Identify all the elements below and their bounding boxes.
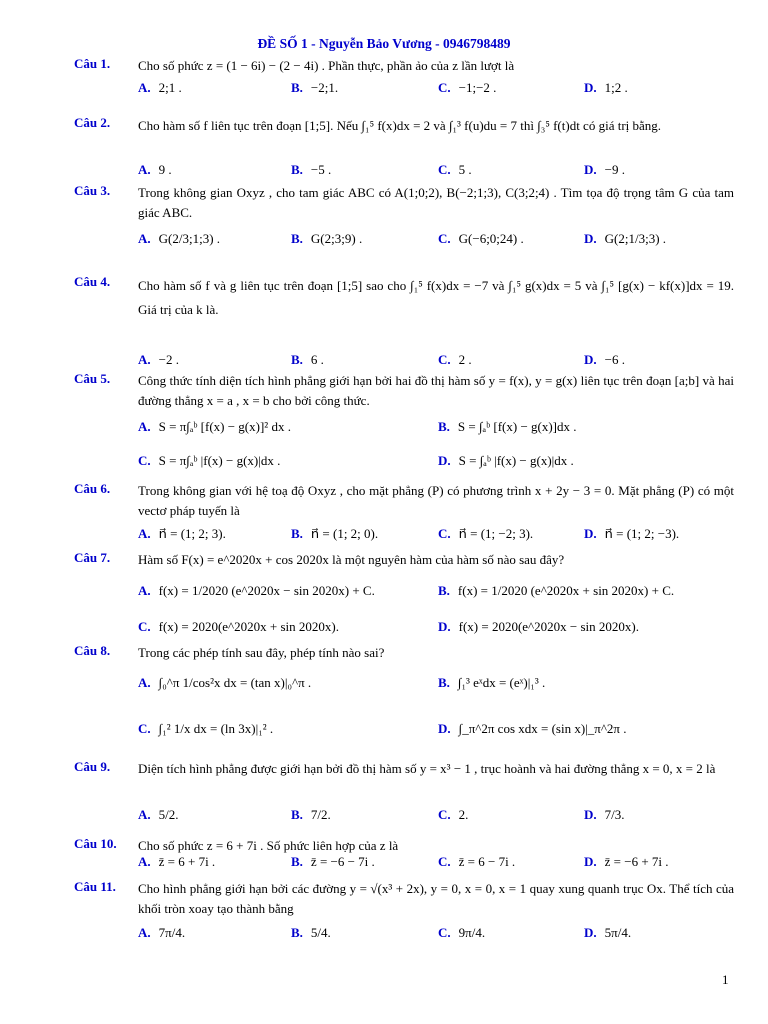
page-header: ĐỀ SỐ 1 - Nguyễn Bảo Vương - 0946798489 — [257, 36, 511, 51]
question-label: Câu 11. — [74, 879, 116, 894]
question-label: Câu 9. — [74, 759, 111, 774]
option-b: B. G(2;3;9) . — [291, 231, 363, 246]
option-c: C. 2. — [438, 807, 469, 822]
question-text: Trong các phép tính sau đây, phép tính nào sai? — [138, 645, 385, 660]
option-d: D. n⃗ = (1; 2; −3). — [584, 526, 680, 541]
option-b: B. f(x) = 1/2020 (e^2020x + sin 2020x) + C. — [438, 583, 675, 598]
option-c: C. ∫₁² 1/x dx = (ln 3x)|₁² . — [138, 721, 274, 736]
question-text: Trong không gian Oxyz , cho tam giác ABC có A(1;0;2), B(−2;1;3), C(3;2;4) . Tìm tọa độ trọng tâm G của tam giác ABC. — [138, 185, 734, 220]
question-label: Câu 7. — [74, 550, 111, 565]
question-label: Câu 3. — [74, 183, 111, 198]
option-a: A. n⃗ = (1; 2; 3). — [138, 526, 226, 541]
option-d: D. −9 . — [584, 162, 625, 177]
option-d: D. G(2;1/3;3) . — [584, 231, 667, 246]
option-a: A. −2 . — [138, 352, 179, 367]
option-c: C. 2 . — [438, 352, 472, 367]
option-b: B. 6 . — [291, 352, 324, 367]
option-b: B. −2;1. — [291, 80, 339, 95]
question-label: Câu 10. — [74, 836, 117, 851]
question-text: Trong không gian với hệ toạ độ Oxyz , cho mặt phẳng (P) có phương trình x + 2y − 3 = 0. Mặt phẳng (P) có một vectơ pháp tuyến là — [138, 483, 734, 518]
question-text: Cho số phức z = (1 − 6i) − (2 − 4i) . Phần thực, phần ảo của z lần lượt là — [138, 58, 515, 73]
question-label: Câu 8. — [74, 643, 111, 658]
question-text: Cho hàm số f liên tục trên đoạn [1;5]. Nếu ∫₁⁵ f(x)dx = 2 và ∫₁³ f(u)du = 7 thì ∫₃⁵ f(t)dt có giá trị bằng. — [138, 118, 662, 133]
question-label: Câu 6. — [74, 481, 111, 496]
option-a: A. 9 . — [138, 162, 172, 177]
option-c: C. 5 . — [438, 162, 472, 177]
option-c: C. S = π∫ₐᵇ |f(x) − g(x)|dx . — [138, 453, 281, 468]
option-b: B. S = ∫ₐᵇ [f(x) − g(x)]dx . — [438, 419, 577, 434]
option-a: A. z̄ = 6 + 7i . — [138, 854, 216, 869]
question-text: Hàm số F(x) = e^2020x + cos 2020x là một nguyên hàm của hàm số nào sau đây? — [138, 552, 565, 567]
option-c: C. G(−6;0;24) . — [438, 231, 524, 246]
option-d: D. 7/3. — [584, 807, 625, 822]
page-number: 1 — [722, 972, 729, 987]
option-b: B. −5 . — [291, 162, 332, 177]
option-d: D. −6 . — [584, 352, 625, 367]
option-c: C. z̄ = 6 − 7i . — [438, 854, 516, 869]
option-d: D. S = ∫ₐᵇ |f(x) − g(x)|dx . — [438, 453, 574, 468]
option-b: B. 5/4. — [291, 925, 331, 940]
option-a: A. 2;1 . — [138, 80, 182, 95]
question-text: Công thức tính diện tích hình phẳng giới hạn bởi hai đồ thị hàm số y = f(x), y = g(x) liên tục trên đoạn [a;b] và hai đường thẳng x = a , x = b cho bởi công thức. — [138, 373, 734, 408]
question-text: Cho hình phẳng giới hạn bởi các đường y = √(x³ + 2x), y = 0, x = 0, x = 1 quay xung quanh trục Ox. Thể tích của khối tròn xoay tạo thành bằng — [138, 881, 734, 916]
question-text: Cho số phức z = 6 + 7i . Số phức liên hợp của z là — [138, 838, 399, 853]
option-c: C. f(x) = 2020(e^2020x + sin 2020x). — [138, 619, 339, 634]
question-text: Diện tích hình phẳng được giới hạn bởi đồ thị hàm số y = x³ − 1 , trục hoành và hai đường thẳng x = 0, x = 2 là — [138, 761, 716, 776]
option-b: B. z̄ = −6 − 7i . — [291, 854, 375, 869]
question-label: Câu 5. — [74, 371, 111, 386]
option-c: C. −1;−2 . — [438, 80, 497, 95]
option-c: C. 9π/4. — [438, 925, 486, 940]
option-c: C. n⃗ = (1; −2; 3). — [438, 526, 534, 541]
option-a: A. 5/2. — [138, 807, 179, 822]
option-d: D. 1;2 . — [584, 80, 628, 95]
option-b: B. n⃗ = (1; 2; 0). — [291, 526, 379, 541]
option-d: D. 5π/4. — [584, 925, 632, 940]
option-a: A. 7π/4. — [138, 925, 186, 940]
option-a: A. G(2/3;1;3) . — [138, 231, 221, 246]
option-a: A. f(x) = 1/2020 (e^2020x − sin 2020x) + C. — [138, 583, 375, 598]
question-label: Câu 1. — [74, 56, 111, 71]
option-a: A. S = π∫ₐᵇ [f(x) − g(x)]² dx . — [138, 419, 291, 434]
question-label: Câu 2. — [74, 115, 111, 130]
option-b: B. 7/2. — [291, 807, 331, 822]
option-d: D. ∫_π^2π cos xdx = (sin x)|_π^2π . — [438, 721, 627, 736]
question-text: Cho hàm số f và g liên tục trên đoạn [1;5] sao cho ∫₁⁵ f(x)dx = −7 và ∫₁⁵ g(x)dx = 5 và ∫₁⁵ [g(x) − kf(x)]dx = 19. Giá trị của k là. — [138, 278, 734, 317]
question-label: Câu 4. — [74, 274, 111, 289]
option-a: A. ∫₀^π 1/cos²x dx = (tan x)|₀^π . — [138, 675, 312, 690]
option-d: D. f(x) = 2020(e^2020x − sin 2020x). — [438, 619, 639, 634]
option-d: D. z̄ = −6 + 7i . — [584, 854, 669, 869]
option-b: B. ∫₁³ eˣdx = (eˣ)|₁³ . — [438, 675, 546, 690]
